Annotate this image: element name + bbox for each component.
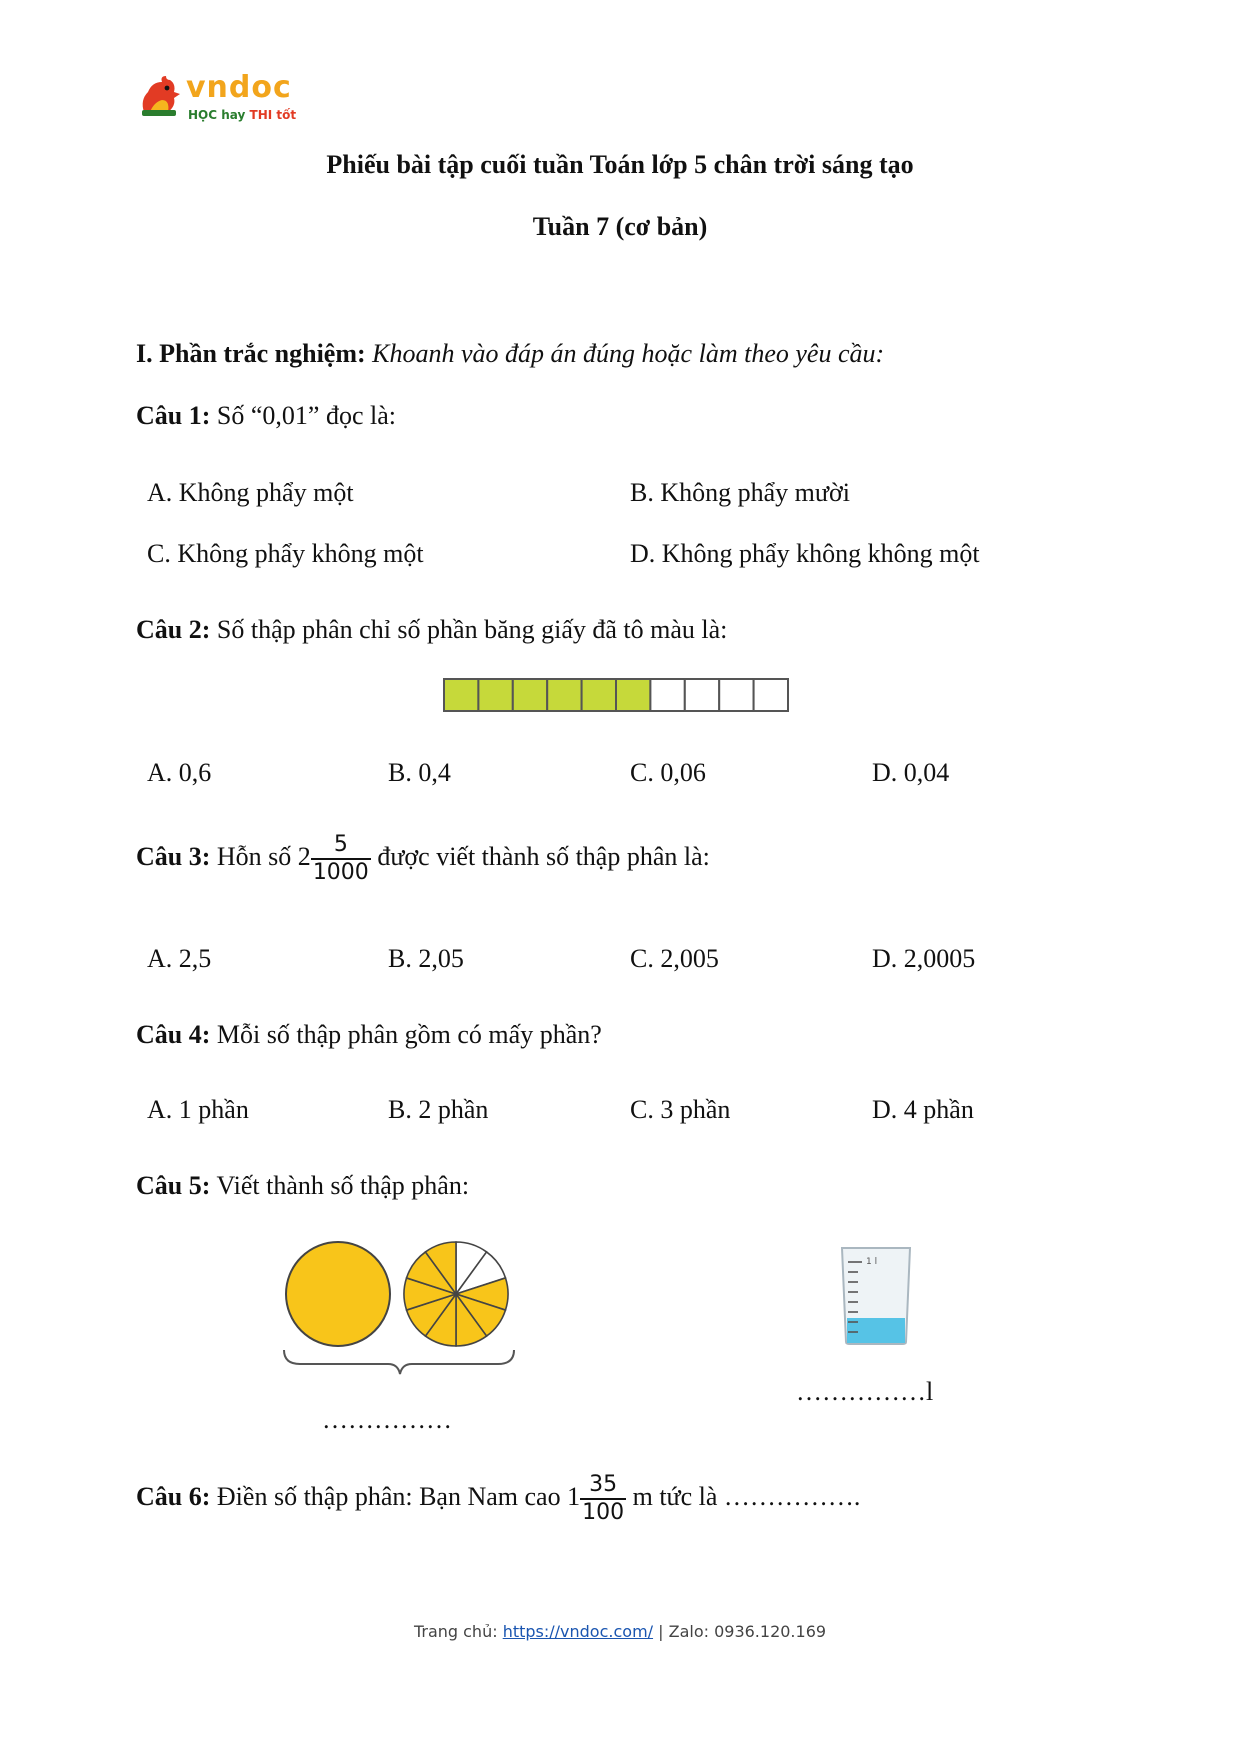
home-link[interactable]: https://vndoc.com/: [502, 1622, 654, 1641]
strip-cell: [513, 679, 547, 711]
question-4: Câu 4: Mỗi số thập phân gồm có mấy phần?: [136, 1020, 602, 1049]
page-subtitle: Tuần 7 (cơ bản): [532, 212, 708, 241]
fraction-35-100: $\frac{35}{100}$: [582, 1472, 625, 1525]
q3-option-c[interactable]: C. 2,005: [630, 944, 719, 973]
question-3: Câu 3: Hỗn số 2 $\frac{5}{1000}$ được viết thành số thập phân là:: [136, 832, 710, 885]
q1-option-b[interactable]: B. Không phẩy mười: [630, 478, 850, 507]
q3-option-b[interactable]: B. 2,05: [388, 944, 464, 973]
strip-cell: [650, 679, 684, 711]
strip-cell: [478, 679, 512, 711]
rooster-icon: [136, 72, 182, 120]
q1-option-a[interactable]: A. Không phẩy một: [147, 478, 354, 507]
strip-cell: [582, 679, 616, 711]
strip-cell: [685, 679, 719, 711]
strip-cell: [754, 679, 788, 711]
fraction-5-1000: $\frac{5}{1000}$: [312, 832, 369, 885]
q2-option-b[interactable]: B. 0,4: [388, 758, 451, 787]
q1-option-d[interactable]: D. Không phẩy không không một: [630, 539, 980, 568]
q2-option-d[interactable]: D. 0,04: [872, 758, 950, 787]
question-5: Câu 5: Viết thành số thập phân:: [136, 1171, 470, 1200]
beaker-scale-label: 1 l: [866, 1257, 878, 1267]
beaker-icon: [836, 1244, 916, 1348]
q4-option-d[interactable]: D. 4 phần: [872, 1095, 974, 1124]
strip-cell: [444, 679, 478, 711]
q4-option-c[interactable]: C. 3 phần: [630, 1095, 731, 1124]
question-6: Câu 6: Điền số thập phân: Bạn Nam cao 1 $\frac{35}{100}$ m tức là …………….: [136, 1472, 861, 1525]
q1-option-c[interactable]: C. Không phẩy không một: [147, 539, 424, 568]
question-1: Câu 1: Số “0,01” đọc là:: [136, 401, 396, 430]
logo-brand: vndoc: [186, 70, 292, 105]
pie-figures: [280, 1238, 520, 1378]
q3-option-a[interactable]: A. 2,5: [147, 944, 212, 973]
strip-cell: [616, 679, 650, 711]
q4-option-b[interactable]: B. 2 phần: [388, 1095, 489, 1124]
full-circle: [286, 1242, 390, 1346]
q4-option-a[interactable]: A. 1 phần: [147, 1095, 249, 1124]
q5-answer-blank-right[interactable]: ……………l: [796, 1377, 934, 1406]
logo: [136, 70, 306, 126]
strip-cell: [719, 679, 753, 711]
brace: [284, 1350, 514, 1374]
logo-slogan: HỌC hay THI tốt: [188, 108, 297, 122]
footer: Trang chủ: https://vndoc.com/ | Zalo: 0936.120.169: [413, 1622, 827, 1641]
page-title: Phiếu bài tập cuối tuần Toán lớp 5 chân trời sáng tạo: [326, 150, 914, 179]
paper-strip: [442, 675, 792, 715]
strip-cell: [547, 679, 581, 711]
q3-option-d[interactable]: D. 2,0005: [872, 944, 976, 973]
q5-answer-blank-left[interactable]: ……………: [322, 1405, 452, 1434]
question-2: Câu 2: Số thập phân chỉ số phần băng giấy đã tô màu là:: [136, 615, 728, 644]
q2-option-a[interactable]: A. 0,6: [147, 758, 212, 787]
q2-option-c[interactable]: C. 0,06: [630, 758, 706, 787]
section-heading: I. Phần trắc nghiệm: Khoanh vào đáp án đúng hoặc làm theo yêu cầu:: [136, 339, 885, 368]
